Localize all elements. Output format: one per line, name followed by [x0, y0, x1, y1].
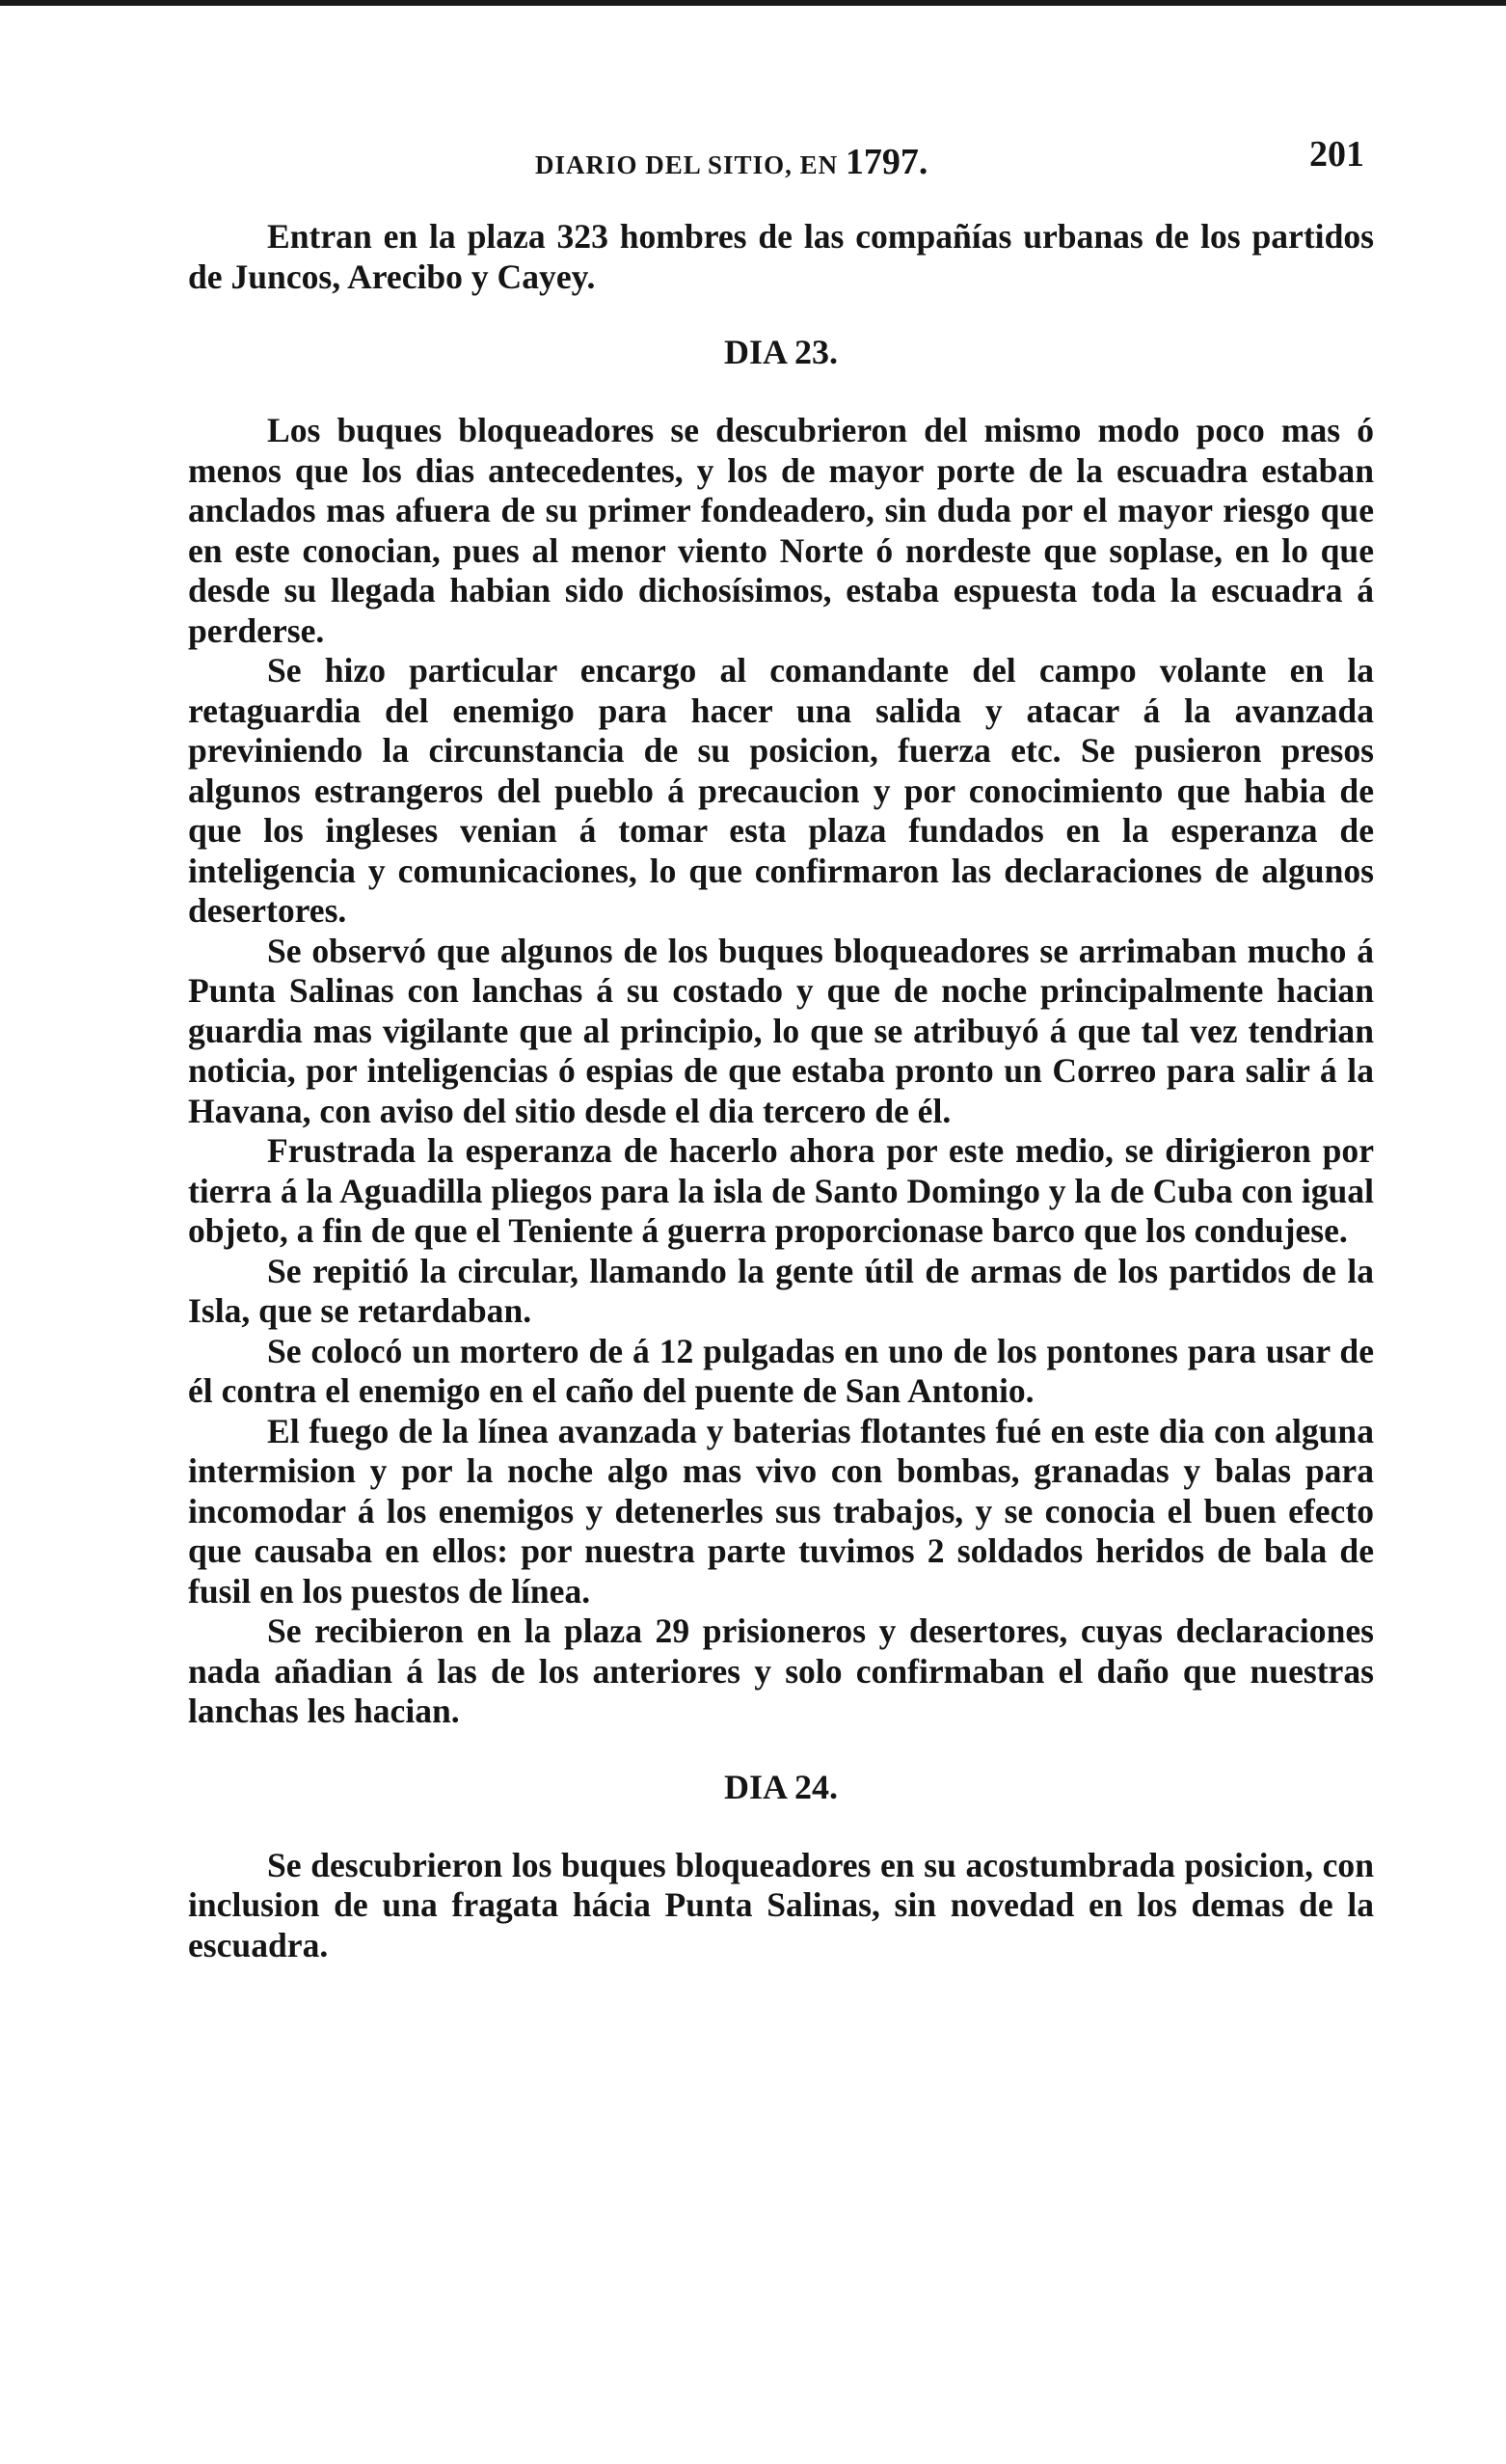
- paragraph: Se repitió la circular, llamando la gente útil de armas de los partidos de la Isla, que se retardaban.: [188, 1251, 1374, 1330]
- paragraph: Se recibieron en la plaza 29 prisioneros y desertores, cuyas declaraciones nada añadian á las de los anteriores y solo confirmaban el daño que nuestras lanchas les hacian.: [188, 1611, 1374, 1730]
- running-title-text: DIARIO DEL SITIO, EN: [535, 150, 839, 179]
- paragraph: Se descubrieron los buques bloqueadores en su acostumbrada posicion, con inclusion de una fragata hácia Punta Salinas, sin novedad en los demas de la escuadra.: [188, 1845, 1374, 1964]
- paragraph: Frustrada la esperanza de hacerlo ahora por este medio, se dirigieron por tierra á la Aguadilla pliegos para la isla de Santo Domingo y la de Cuba con igual objeto, a fin de que el Teniente á guerra proporcionase barco que los condujese.: [188, 1131, 1374, 1250]
- day-heading-24: DIA 24.: [723, 1767, 839, 1806]
- day-heading-23: DIA 23.: [723, 333, 839, 371]
- paragraph: Se colocó un mortero de á 12 pulgadas en uno de los pontones para usar de él contra el enemigo en el caño del puente de San Antonio.: [188, 1331, 1374, 1410]
- page-number: 201: [1309, 134, 1364, 175]
- paragraph: El fuego de la línea avanzada y baterias flotantes fué en este dia con alguna intermision y por la noche algo mas vivo con bombas, granadas y balas para incomodar á los enemigos y detenerles sus trabajos, y se conocia el buen efecto que causaba en ellos: por nuestra parte tuvimos 2 soldados heridos de bala de fusil en los puestos de línea.: [188, 1411, 1374, 1611]
- running-title-year: 1797.: [845, 142, 928, 182]
- body-text: [188, 217, 1374, 1965]
- page-top-edge: [0, 0, 1506, 6]
- paragraph-intro: Entran en la plaza 323 hombres de las compañías urbanas de los partidos de Juncos, Arecibo y Cayey.: [188, 217, 1374, 296]
- running-head: [188, 125, 1374, 183]
- paragraph: Se observó que algunos de los buques bloqueadores se arrimaban mucho á Punta Salinas con lanchas á su costado y que de noche principalmente hacian guardia mas vigilante que al principio, lo que se atribuyó á que tal vez tendrian noticia, por inteligencias ó espias de que estaba pronto un Correo para salir á la Havana, con aviso del sitio desde el dia tercero de él.: [188, 931, 1374, 1130]
- running-title: [535, 141, 928, 183]
- paragraph: Los buques bloqueadores se descubrieron del mismo modo poco mas ó menos que los dias antecedentes, y los de mayor porte de la escuadra estaban anclados mas afuera de su primer fondeadero, sin duda por el mayor riesgo que en este conocian, pues al menor viento Norte ó nordeste que soplase, en lo que desde su llegada habian sido dichosísimos, estaba espuesta toda la escuadra á perderse.: [188, 411, 1374, 650]
- paragraph: Se hizo particular encargo al comandante del campo volante en la retaguardia del enemigo para hacer una salida y atacar á la avanzada previniendo la circunstancia de su posicion, fuerza etc. Se pusieron presos algunos estrangeros del pueblo á precaucion y por conocimiento que habia de que los ingleses venian á tomar esta plaza fundados en la esperanza de inteligencia y comunicaciones, lo que confirmaron las declaraciones de algunos desertores.: [188, 651, 1374, 930]
